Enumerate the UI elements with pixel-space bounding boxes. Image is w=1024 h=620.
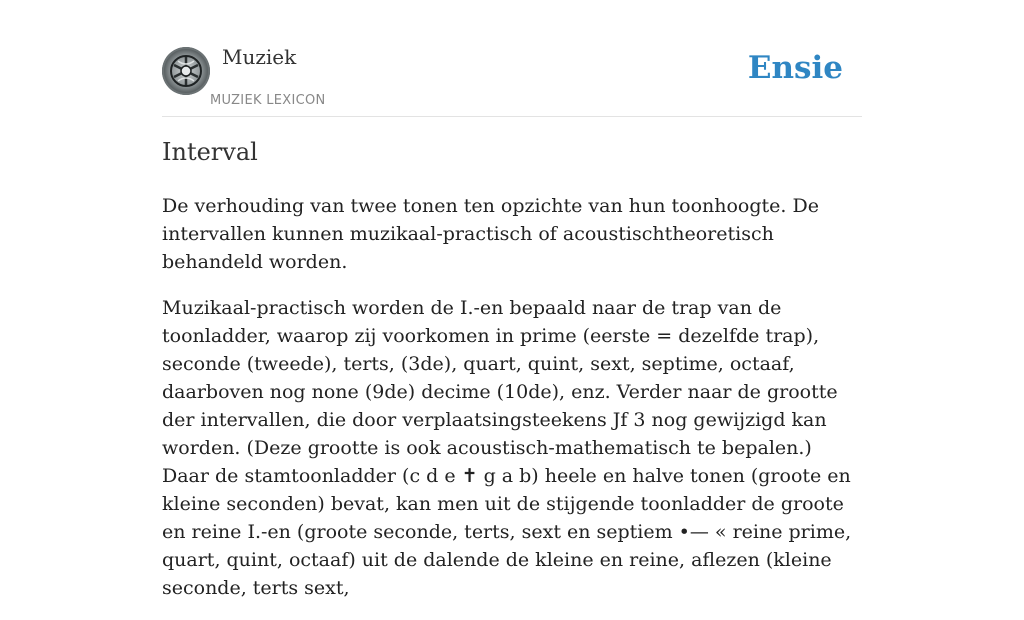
article-body [162,192,862,620]
brand-logo[interactable]: Ensie [747,50,843,86]
ornament-icon [162,47,210,95]
site-title[interactable]: Muziek [222,45,297,69]
paragraph: Muzikaal-practisch worden de I.-en bepaald naar de trap van de toonladder, waarop zij voorkomen in prime (eerste = dezelfde trap), seconde (tweede), terts, (3de), quart, quint, sext, septime, octaaf, daarboven nog none (9de) decime (10de), enz. Verder naar de grootte der intervallen, die door verplaatsingsteekens Jf 3 nog gewijzigd kan worden. (Deze grootte is ook acoustisch-mathematisch te bepalen.) Daar de stamtoonladder (c d e ✝ g a b) heele en halve tonen (groote en kleine seconden) bevat, kan men uit de stijgende toonladder de groote en reine I.-en (groote seconde, terts, sext en septiem •— « reine prime, quart, quint, octaaf) uit de dalende de kleine en reine, aflezen (kleine seconde, terts sext, [162,297,852,599]
site-subtitle: MUZIEK LEXICON [210,93,326,108]
avatar[interactable] [162,47,210,95]
paragraph: De verhouding van twee tonen ten opzichte van hun toonhoogte. De intervallen kunnen muzikaal-practisch of acoustischtheoretisch behandeld worden. [162,195,819,273]
site-header [162,0,862,117]
page-title: Interval [162,138,258,166]
